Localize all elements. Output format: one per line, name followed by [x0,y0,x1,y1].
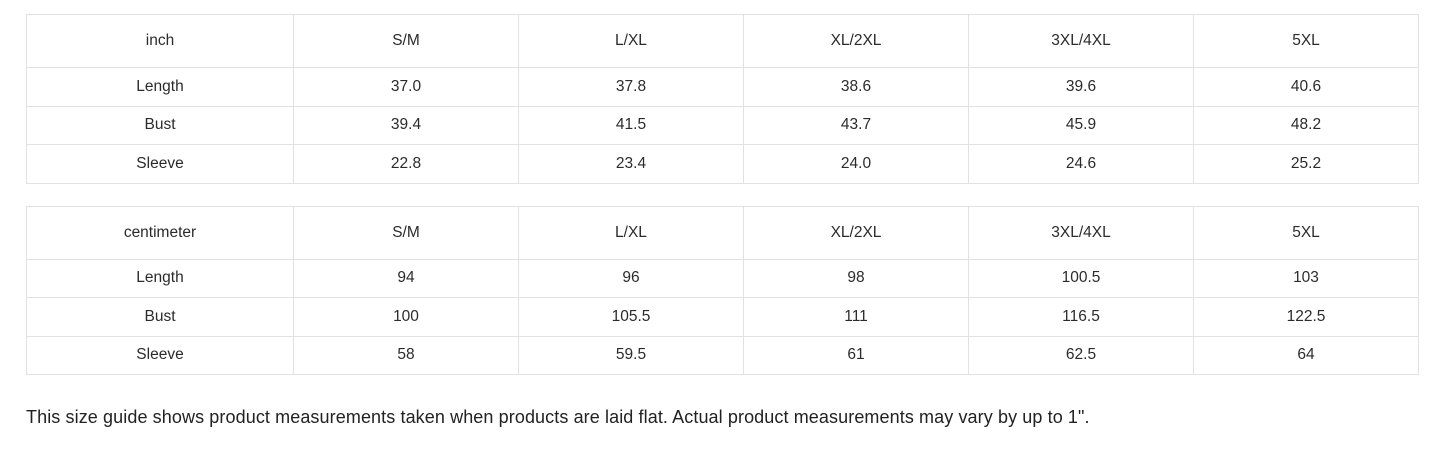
column-header: XL/2XL [744,206,969,259]
table-cell: 40.6 [1194,68,1419,107]
table-cell: 48.2 [1194,106,1419,145]
column-header: XL/2XL [744,15,969,68]
table-row [27,106,1419,145]
table-cell: 98 [744,259,969,298]
row-label: Bust [27,298,294,337]
table-cell: 64 [1194,336,1419,375]
row-label: Length [27,68,294,107]
table-cell: 105.5 [519,298,744,337]
table-cell: 62.5 [969,336,1194,375]
size-table-inch [26,14,1419,184]
table-cell: 111 [744,298,969,337]
table-header-row [27,206,1419,259]
table-row [27,336,1419,375]
column-header: S/M [294,15,519,68]
table-cell: 59.5 [519,336,744,375]
row-label: Length [27,259,294,298]
table-cell: 100.5 [969,259,1194,298]
table-cell: 22.8 [294,145,519,184]
table-cell: 38.6 [744,68,969,107]
table-row [27,145,1419,184]
table-cell: 43.7 [744,106,969,145]
column-header: S/M [294,206,519,259]
size-table-centimeter [26,206,1419,376]
table-cell: 94 [294,259,519,298]
column-header: L/XL [519,206,744,259]
unit-header: inch [27,15,294,68]
column-header: 5XL [1194,206,1419,259]
table-cell: 23.4 [519,145,744,184]
table-cell: 45.9 [969,106,1194,145]
column-header: 3XL/4XL [969,206,1194,259]
column-header: 3XL/4XL [969,15,1194,68]
table-header-row [27,15,1419,68]
table-cell: 39.6 [969,68,1194,107]
table-cell: 103 [1194,259,1419,298]
table-cell: 122.5 [1194,298,1419,337]
table-row [27,68,1419,107]
row-label: Sleeve [27,336,294,375]
table-cell: 24.6 [969,145,1194,184]
table-cell: 37.0 [294,68,519,107]
table-cell: 58 [294,336,519,375]
table-cell: 61 [744,336,969,375]
column-header: L/XL [519,15,744,68]
table-cell: 25.2 [1194,145,1419,184]
table-cell: 39.4 [294,106,519,145]
row-label: Bust [27,106,294,145]
table-row [27,298,1419,337]
table-cell: 24.0 [744,145,969,184]
table-cell: 116.5 [969,298,1194,337]
table-cell: 41.5 [519,106,744,145]
column-header: 5XL [1194,15,1419,68]
table-cell: 96 [519,259,744,298]
table-cell: 37.8 [519,68,744,107]
table-cell: 100 [294,298,519,337]
row-label: Sleeve [27,145,294,184]
table-row [27,259,1419,298]
size-guide-note: This size guide shows product measurements taken when products are laid flat. Actual product measurements may vary by up to 1". [26,407,1090,427]
unit-header: centimeter [27,206,294,259]
